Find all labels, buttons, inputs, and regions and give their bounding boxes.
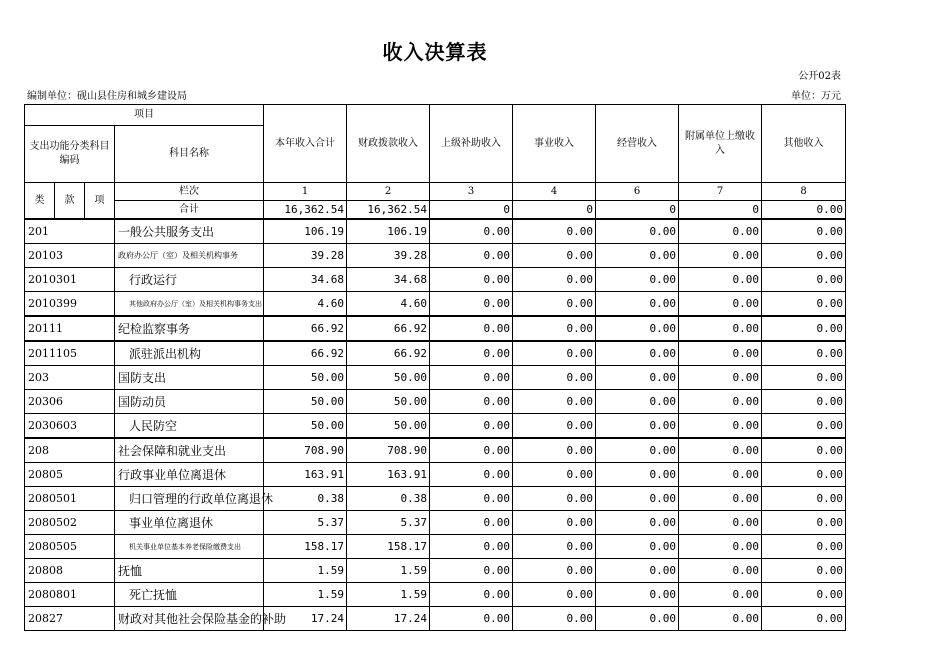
row-code: 2010399 xyxy=(25,292,115,317)
row-value: 0.00 xyxy=(679,511,762,535)
row-value: 50.00 xyxy=(347,390,430,414)
row-value: 0.00 xyxy=(679,487,762,511)
row-value: 0.00 xyxy=(430,511,513,535)
row-value: 17.24 xyxy=(264,607,347,631)
row-code: 201 xyxy=(25,219,115,244)
header-func-code: 支出功能分类科目编码 xyxy=(25,126,115,183)
row-value: 0.00 xyxy=(762,559,846,583)
row-value: 0.00 xyxy=(762,535,846,559)
row-value: 0.00 xyxy=(513,511,596,535)
row-subject-name: 纪检监察事务 xyxy=(115,316,264,341)
row-value: 0.00 xyxy=(513,607,596,631)
col-number: 6 xyxy=(596,183,679,201)
header-lei: 类 xyxy=(25,183,55,220)
row-subject-name: 人民防空 xyxy=(115,414,264,439)
row-subject-name: 财政对其他社会保险基金的补助 xyxy=(115,607,264,631)
row-value: 0.00 xyxy=(430,438,513,463)
row-value: 0.00 xyxy=(513,366,596,390)
row-value: 0.00 xyxy=(679,535,762,559)
row-value: 39.28 xyxy=(347,244,430,268)
row-value: 708.90 xyxy=(347,438,430,463)
row-value: 0.00 xyxy=(679,438,762,463)
row-value: 0.00 xyxy=(762,463,846,487)
total-value: 16,362.54 xyxy=(264,201,347,220)
header-project: 项目 xyxy=(25,105,264,126)
table-row xyxy=(25,244,846,268)
row-value: 0.00 xyxy=(513,438,596,463)
row-value: 0.00 xyxy=(513,583,596,607)
unit-label: 单位：万元 xyxy=(791,91,841,102)
row-subject-name: 行政运行 xyxy=(115,268,264,292)
total-value: 0 xyxy=(596,201,679,220)
form-code: 公开02表 xyxy=(798,71,841,82)
row-value: 0.00 xyxy=(596,583,679,607)
row-value: 0.00 xyxy=(679,607,762,631)
row-value: 0.00 xyxy=(762,244,846,268)
row-code: 203 xyxy=(25,366,115,390)
table-row xyxy=(25,341,846,366)
table-row xyxy=(25,390,846,414)
row-value: 4.60 xyxy=(347,292,430,317)
row-value: 106.19 xyxy=(347,219,430,244)
header-col-2: 财政拨款收入 xyxy=(347,105,430,183)
row-value: 0.00 xyxy=(679,219,762,244)
row-value: 0.00 xyxy=(679,366,762,390)
row-value: 34.68 xyxy=(264,268,347,292)
row-value: 0.00 xyxy=(430,414,513,439)
row-value: 4.60 xyxy=(264,292,347,317)
row-value: 1.59 xyxy=(264,559,347,583)
row-subject-name: 死亡抚恤 xyxy=(115,583,264,607)
row-value: 0.00 xyxy=(596,316,679,341)
row-value: 0.00 xyxy=(596,390,679,414)
row-subject-name: 归口管理的行政单位离退休 xyxy=(115,487,264,511)
row-subject-name: 政府办公厅（室）及相关机构事务 xyxy=(115,244,264,268)
row-value: 0.00 xyxy=(762,414,846,439)
table-row xyxy=(25,487,846,511)
row-value: 0.00 xyxy=(762,583,846,607)
row-value: 0.00 xyxy=(513,463,596,487)
row-code: 2011105 xyxy=(25,341,115,366)
row-value: 0.00 xyxy=(430,244,513,268)
row-value: 0.00 xyxy=(596,366,679,390)
row-value: 0.00 xyxy=(596,487,679,511)
row-value: 50.00 xyxy=(264,366,347,390)
total-value: 0 xyxy=(679,201,762,220)
row-value: 0.00 xyxy=(513,268,596,292)
table-row xyxy=(25,292,846,317)
row-code: 2080505 xyxy=(25,535,115,559)
row-value: 0.00 xyxy=(596,535,679,559)
report-title: 收入决算表 xyxy=(382,40,488,64)
row-value: 0.00 xyxy=(762,292,846,317)
row-value: 0.00 xyxy=(513,414,596,439)
table-row xyxy=(25,316,846,341)
row-value: 0.00 xyxy=(430,292,513,317)
total-value: 0 xyxy=(513,201,596,220)
row-value: 0.00 xyxy=(513,487,596,511)
row-code: 20111 xyxy=(25,316,115,341)
row-subject-name: 一般公共服务支出 xyxy=(115,219,264,244)
col-number: 3 xyxy=(430,183,513,201)
row-value: 0.00 xyxy=(762,341,846,366)
row-value: 0.00 xyxy=(430,583,513,607)
row-value: 0.00 xyxy=(596,292,679,317)
row-value: 0.00 xyxy=(679,292,762,317)
table-row xyxy=(25,511,846,535)
header-subject-name: 科目名称 xyxy=(115,126,264,183)
row-value: 0.00 xyxy=(596,607,679,631)
header-col-4: 事业收入 xyxy=(513,105,596,183)
row-value: 66.92 xyxy=(347,316,430,341)
row-value: 39.28 xyxy=(264,244,347,268)
row-value: 66.92 xyxy=(264,341,347,366)
row-value: 0.38 xyxy=(264,487,347,511)
row-value: 158.17 xyxy=(264,535,347,559)
row-value: 0.00 xyxy=(513,535,596,559)
row-value: 0.00 xyxy=(679,341,762,366)
col-number: 7 xyxy=(679,183,762,201)
row-code: 20306 xyxy=(25,390,115,414)
row-value: 17.24 xyxy=(347,607,430,631)
row-value: 5.37 xyxy=(264,511,347,535)
row-value: 66.92 xyxy=(347,341,430,366)
row-value: 0.00 xyxy=(596,559,679,583)
row-value: 0.00 xyxy=(430,268,513,292)
row-value: 0.00 xyxy=(430,559,513,583)
row-value: 0.00 xyxy=(762,511,846,535)
table-row xyxy=(25,583,846,607)
row-code: 20808 xyxy=(25,559,115,583)
row-value: 50.00 xyxy=(264,414,347,439)
row-value: 0.00 xyxy=(430,487,513,511)
table-row xyxy=(25,559,846,583)
row-code: 20827 xyxy=(25,607,115,631)
table-row xyxy=(25,414,846,439)
row-value: 0.00 xyxy=(679,583,762,607)
row-value: 0.00 xyxy=(513,559,596,583)
row-value: 0.00 xyxy=(513,244,596,268)
total-label: 合计 xyxy=(115,201,264,220)
row-subject-name: 派驻派出机构 xyxy=(115,341,264,366)
row-value: 708.90 xyxy=(264,438,347,463)
row-value: 0.00 xyxy=(762,607,846,631)
header-col-6: 附属单位上缴收入 xyxy=(679,105,762,183)
row-value: 0.00 xyxy=(430,341,513,366)
table-row xyxy=(25,607,846,631)
row-value: 0.00 xyxy=(679,463,762,487)
row-value: 0.00 xyxy=(596,244,679,268)
row-value: 0.00 xyxy=(679,559,762,583)
row-value: 0.00 xyxy=(513,341,596,366)
row-code: 2080801 xyxy=(25,583,115,607)
row-value: 1.59 xyxy=(347,559,430,583)
col-number: 2 xyxy=(347,183,430,201)
total-value: 16,362.54 xyxy=(347,201,430,220)
row-value: 0.00 xyxy=(762,268,846,292)
row-code: 2080501 xyxy=(25,487,115,511)
row-value: 158.17 xyxy=(347,535,430,559)
row-value: 0.00 xyxy=(596,414,679,439)
row-value: 0.00 xyxy=(430,607,513,631)
row-value: 0.00 xyxy=(596,511,679,535)
row-value: 0.00 xyxy=(513,390,596,414)
row-value: 163.91 xyxy=(347,463,430,487)
row-value: 0.00 xyxy=(679,268,762,292)
table-row xyxy=(25,268,846,292)
row-subject-name: 事业单位离退休 xyxy=(115,511,264,535)
org-label: 编制单位：砚山县住房和城乡建设局 xyxy=(27,91,187,102)
row-value: 50.00 xyxy=(264,390,347,414)
col-number: 4 xyxy=(513,183,596,201)
table-row xyxy=(25,438,846,463)
row-subject-name: 行政事业单位离退休 xyxy=(115,463,264,487)
header-col-5: 经营收入 xyxy=(596,105,679,183)
row-value: 0.00 xyxy=(430,463,513,487)
header-kuan: 款 xyxy=(55,183,85,220)
row-value: 106.19 xyxy=(264,219,347,244)
row-value: 0.00 xyxy=(430,390,513,414)
row-value: 0.00 xyxy=(679,390,762,414)
row-value: 66.92 xyxy=(264,316,347,341)
row-value: 0.00 xyxy=(596,438,679,463)
row-value: 5.37 xyxy=(347,511,430,535)
row-subject-name: 国防动员 xyxy=(115,390,264,414)
row-code: 2010301 xyxy=(25,268,115,292)
total-value: 0.00 xyxy=(762,201,846,220)
table-row xyxy=(25,463,846,487)
header-xiang: 项 xyxy=(85,183,115,220)
header-lanci: 栏次 xyxy=(115,183,264,201)
row-value: 0.00 xyxy=(430,366,513,390)
header-col-1: 本年收入合计 xyxy=(264,105,347,183)
row-subject-name: 社会保障和就业支出 xyxy=(115,438,264,463)
row-value: 0.00 xyxy=(596,268,679,292)
row-code: 208 xyxy=(25,438,115,463)
row-subject-name: 抚恤 xyxy=(115,559,264,583)
row-value: 0.00 xyxy=(762,390,846,414)
row-value: 34.68 xyxy=(347,268,430,292)
row-value: 0.00 xyxy=(430,316,513,341)
col-number: 1 xyxy=(264,183,347,201)
row-value: 0.00 xyxy=(679,316,762,341)
header-col-3: 上级补助收入 xyxy=(430,105,513,183)
row-value: 1.59 xyxy=(264,583,347,607)
row-code: 20805 xyxy=(25,463,115,487)
row-value: 0.00 xyxy=(762,438,846,463)
table-row xyxy=(25,366,846,390)
row-subject-name: 机关事业单位基本养老保险缴费支出 xyxy=(115,535,264,559)
row-code: 2080502 xyxy=(25,511,115,535)
row-code: 2030603 xyxy=(25,414,115,439)
row-value: 0.38 xyxy=(347,487,430,511)
row-value: 0.00 xyxy=(596,463,679,487)
table-row xyxy=(25,535,846,559)
header-col-7: 其他收入 xyxy=(762,105,846,183)
row-value: 0.00 xyxy=(430,219,513,244)
row-value: 0.00 xyxy=(430,535,513,559)
row-value: 0.00 xyxy=(513,219,596,244)
row-value: 0.00 xyxy=(596,219,679,244)
row-value: 0.00 xyxy=(762,487,846,511)
col-number: 8 xyxy=(762,183,846,201)
table-row xyxy=(25,219,846,244)
row-value: 50.00 xyxy=(347,366,430,390)
row-value: 1.59 xyxy=(347,583,430,607)
row-value: 0.00 xyxy=(762,316,846,341)
row-subject-name: 国防支出 xyxy=(115,366,264,390)
total-value: 0 xyxy=(430,201,513,220)
row-value: 0.00 xyxy=(762,366,846,390)
row-subject-name: 其他政府办公厅（室）及相关机构事务支出 xyxy=(115,292,264,317)
row-value: 0.00 xyxy=(513,292,596,317)
income-table xyxy=(24,104,846,631)
row-code: 20103 xyxy=(25,244,115,268)
row-value: 0.00 xyxy=(679,414,762,439)
row-value: 50.00 xyxy=(347,414,430,439)
row-value: 0.00 xyxy=(596,341,679,366)
row-value: 0.00 xyxy=(762,219,846,244)
row-value: 163.91 xyxy=(264,463,347,487)
row-value: 0.00 xyxy=(679,244,762,268)
row-value: 0.00 xyxy=(513,316,596,341)
